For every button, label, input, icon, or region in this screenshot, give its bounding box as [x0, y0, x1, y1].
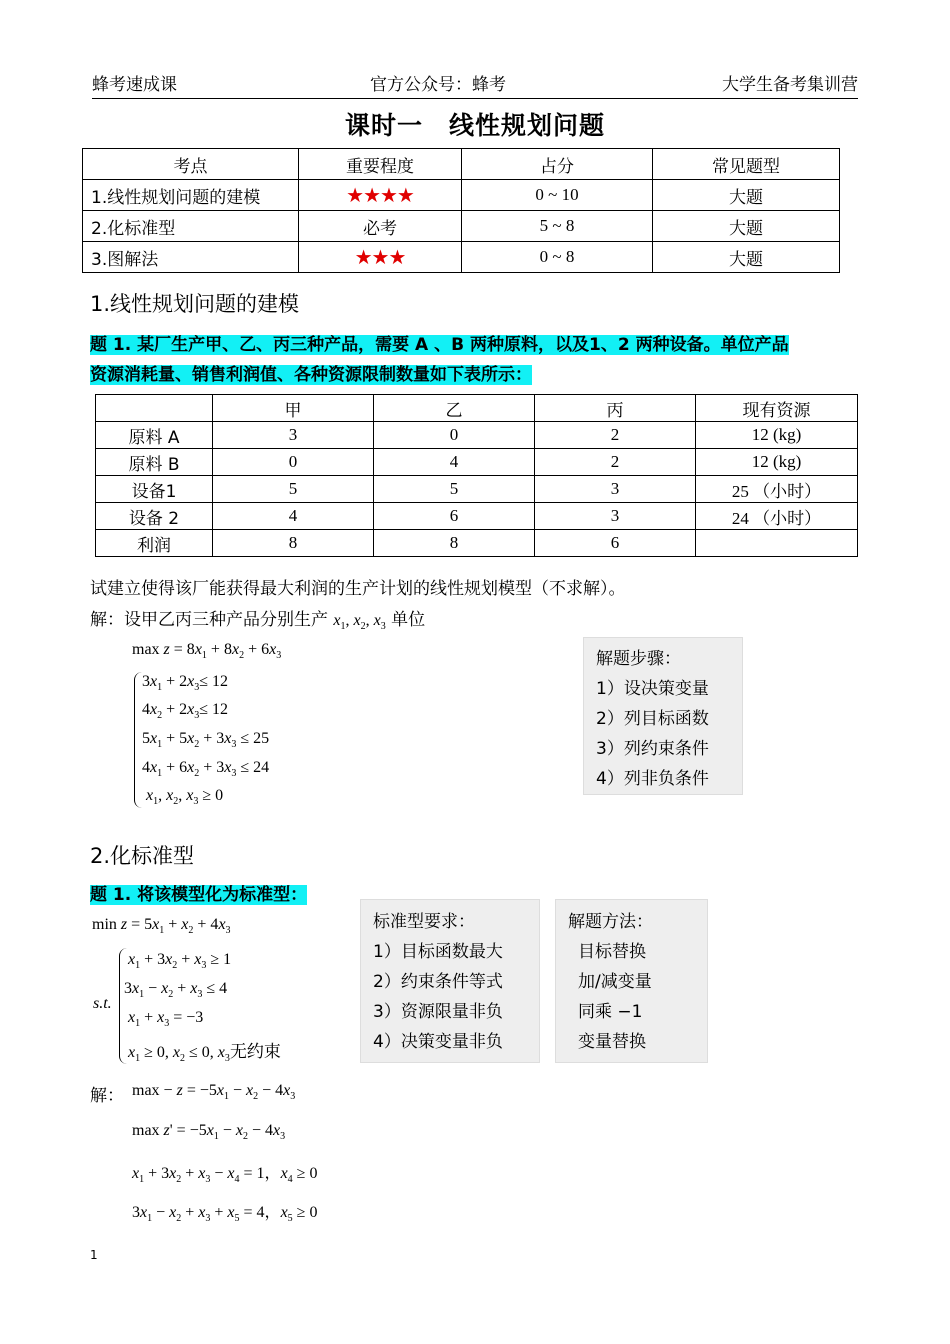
constraint: $5x_1 + 5x_2 + 3x_3 \le 25$	[142, 730, 270, 751]
table-cell: 8	[374, 530, 535, 557]
table-cell: 6	[374, 503, 535, 530]
topic-cell: 2.化标准型	[83, 211, 299, 242]
table-cell: 12 (kg)	[696, 449, 858, 476]
box-item: 2）列目标函数	[596, 709, 709, 729]
box-item: 3）列约束条件	[596, 739, 709, 759]
constraint: $x_1$, $x_2$, $x_3 \ge 0$	[146, 787, 224, 808]
table-row	[83, 180, 840, 211]
overview-table	[82, 148, 840, 273]
row-label: 原料 B	[96, 449, 213, 476]
col-header: 乙	[374, 395, 535, 422]
header-left: 蜂考速成课	[92, 75, 177, 95]
col-header: 甲	[213, 395, 374, 422]
constraint: $4x_1 + 6x_2 + 3x_3 \le 24$	[142, 759, 270, 780]
section-heading: 1.线性规划问题的建模	[90, 292, 300, 316]
col-header: 占分	[462, 149, 653, 180]
box-item: 3）资源限量非负	[373, 1002, 503, 1022]
solution-line: $\max z' = -5x_1 - x_2 - 4x_3$	[132, 1122, 286, 1143]
solution-prefix: 解：设甲乙丙三种产品分别生产	[90, 610, 328, 630]
table-row	[83, 242, 840, 273]
constraint: $x_1 \ge 0$, $x_2 \le 0$, $x_3$无约束	[128, 1042, 281, 1065]
box-item: 目标替换	[578, 942, 646, 962]
col-header: 丙	[535, 395, 696, 422]
solution-intro	[90, 605, 425, 632]
table-cell: 8	[213, 530, 374, 557]
row-label: 设备1	[96, 476, 213, 503]
table-cell: 2	[535, 449, 696, 476]
resource-table	[95, 394, 858, 557]
question-text: 题 1. 某厂生产甲、乙、丙三种产品，需要 A 、B 两种原料，以及1、2 两种设备。单位产品	[90, 335, 789, 355]
constraint: $4x_2 + 2x_3\le 12$	[142, 701, 229, 722]
question-line	[90, 360, 532, 385]
type-cell: 大题	[653, 211, 840, 242]
row-label: 设备 2	[96, 503, 213, 530]
solution-line: $x_1 + 3x_2 + x_3 - x_4 = 1$，$x_4 \ge 0$	[132, 1165, 318, 1186]
table-cell: 2	[535, 422, 696, 449]
table-cell: 24 （小时）	[696, 503, 858, 530]
type-cell: 大题	[653, 180, 840, 211]
box-title: 解题步骤：	[596, 649, 681, 669]
table-row	[96, 476, 858, 503]
box-item: 变量替换	[578, 1032, 646, 1052]
box-item: 加/减变量	[578, 972, 652, 992]
methods-box	[555, 899, 708, 1063]
task-text: 试建立使得该厂能获得最大利润的生产计划的线性规划模型（不求解）。	[90, 579, 626, 599]
box-item: 1）设决策变量	[596, 679, 709, 699]
constraint: $3x_1 + 2x_3\le 12$	[142, 673, 229, 694]
st-label: s.t.	[93, 995, 112, 1012]
table-cell: 5	[374, 476, 535, 503]
header-center: 官方公众号：蜂考	[370, 75, 506, 95]
constraint: $3x_1 - x_2 + x_3 \le 4$	[124, 980, 228, 1001]
table-header-row	[96, 395, 858, 422]
table-header-row	[83, 149, 840, 180]
col-header: 常见题型	[653, 149, 840, 180]
question-text: 题 1. 将该模型化为标准型：	[90, 885, 308, 905]
question-text: 资源消耗量、销售利润值、各种资源限制数量如下表所示：	[90, 365, 532, 385]
box-item: 1）目标函数最大	[373, 942, 503, 962]
type-cell: 大题	[653, 242, 840, 273]
col-header: 考点	[83, 149, 299, 180]
col-header: 现有资源	[696, 395, 858, 422]
table-cell: 25 （小时）	[696, 476, 858, 503]
question-line	[90, 880, 307, 905]
col-header	[96, 395, 213, 422]
table-cell: 3	[535, 503, 696, 530]
table-cell: 3	[213, 422, 374, 449]
box-item: 4）决策变量非负	[373, 1032, 503, 1052]
page-header	[92, 70, 858, 99]
table-cell: 0	[374, 422, 535, 449]
importance-cell: 必考	[299, 211, 462, 242]
row-label: 原料 A	[96, 422, 213, 449]
table-cell: 4	[374, 449, 535, 476]
box-item: 同乘 −1	[578, 1002, 643, 1022]
section-heading: 2.化标准型	[90, 844, 195, 868]
importance-stars: ★★★	[299, 242, 462, 273]
solution-line: $3x_1 - x_2 + x_3 + x_5 = 4$，$x_5 \ge 0$	[132, 1204, 318, 1225]
table-cell: 3	[535, 476, 696, 503]
col-header: 重要程度	[299, 149, 462, 180]
box-title: 标准型要求：	[373, 912, 475, 932]
solution-prefix: 解：	[90, 1086, 124, 1106]
table-row	[83, 211, 840, 242]
topic-cell: 3.图解法	[83, 242, 299, 273]
table-row	[96, 449, 858, 476]
constraint-brace	[119, 948, 128, 1064]
score-cell: 0 ~ 10	[462, 180, 653, 211]
table-row	[96, 503, 858, 530]
page-title: 课时一 线性规划问题	[344, 111, 605, 140]
box-item: 4）列非负条件	[596, 769, 709, 789]
constraint: $x_1 + 3x_2 + x_3 \ge 1$	[128, 951, 232, 972]
box-title: 解题方法：	[568, 912, 653, 932]
objective-function: $\min z = 5x_1 + x_2 + 4x_3$	[92, 916, 231, 937]
steps-box	[583, 637, 743, 795]
objective-function: $\max z = 8x_1 + 8x_2 + 6x_3$	[132, 641, 282, 662]
table-cell: 5	[213, 476, 374, 503]
solution-line: $\max - z = -5x_1 - x_2 - 4x_3$	[132, 1082, 296, 1103]
solution-suffix: 单位	[391, 610, 426, 630]
page-number: 1	[90, 1248, 98, 1262]
table-row	[96, 530, 858, 557]
row-label: 利润	[96, 530, 213, 557]
box-item: 2）约束条件等式	[373, 972, 503, 992]
topic-cell: 1.线性规划问题的建模	[83, 180, 299, 211]
constraint: $x_1 + x_3 = -3$	[128, 1009, 204, 1030]
header-right: 大学生备考集训营	[722, 75, 858, 95]
score-cell: 0 ~ 8	[462, 242, 653, 273]
decision-variables: $x_1$, $x_2$, $x_3$	[333, 612, 386, 633]
table-cell: 0	[213, 449, 374, 476]
table-cell	[696, 530, 858, 557]
table-cell: 4	[213, 503, 374, 530]
free-variable-text: 无约束	[229, 1042, 281, 1062]
table-cell: 6	[535, 530, 696, 557]
question-line	[90, 330, 789, 355]
table-row	[96, 422, 858, 449]
score-cell: 5 ~ 8	[462, 211, 653, 242]
importance-stars: ★★★★	[299, 180, 462, 211]
table-cell: 12 (kg)	[696, 422, 858, 449]
requirements-box	[360, 899, 540, 1063]
